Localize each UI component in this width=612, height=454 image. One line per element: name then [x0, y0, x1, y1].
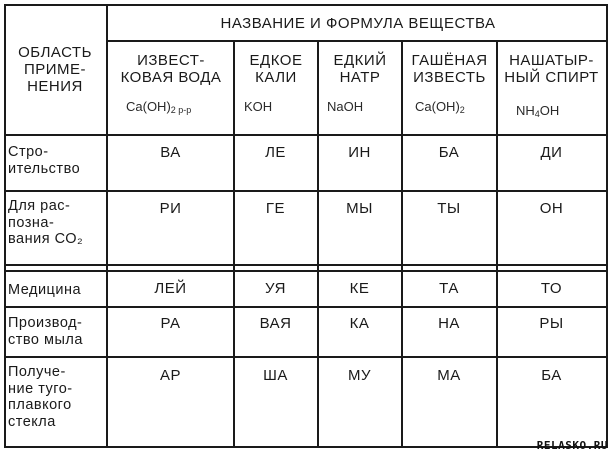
row-label-co2-detection: [8, 198, 108, 248]
table-cell: ДИ: [540, 144, 563, 161]
table-cell: БА: [541, 367, 562, 384]
table-cell: КЕ: [349, 280, 370, 297]
formula-sub: 4: [534, 109, 540, 119]
formula-sub: 2 р-р: [170, 105, 192, 115]
row-label-medicine: [8, 282, 108, 299]
formula-main: Ca(OH): [126, 99, 171, 114]
main-title: НАЗВАНИЕ И ФОРМУЛА ВЕЩЕСТВА: [220, 15, 496, 32]
col-divider-4: [496, 40, 498, 448]
row-label-line: ние туго-: [8, 380, 73, 397]
column-name-line: НЫЙ СПИРТ: [504, 69, 599, 86]
table-cell: РИ: [159, 200, 182, 217]
column-name-line: ЕДКОЕ: [249, 52, 303, 69]
column-name-line: ЕДКИЙ: [333, 52, 387, 69]
row-divider-2a: [4, 264, 608, 266]
row-label-line: вания СО₂: [8, 231, 84, 247]
formula-main: NH: [516, 103, 535, 118]
frame-top: [4, 4, 608, 6]
col-divider-1: [233, 40, 235, 448]
table-cell: МУ: [347, 367, 372, 384]
table-cell: ТА: [439, 280, 459, 297]
table-cell: МА: [437, 367, 461, 384]
table-cell: ТЫ: [437, 200, 461, 217]
formula-main: KOH: [244, 99, 273, 114]
row-label-line: позна-: [8, 214, 55, 231]
header-divider: [107, 40, 608, 42]
formula-ammonia: [516, 103, 559, 119]
table-cell: ВАЯ: [259, 315, 292, 332]
column-header-caustic-soda: [319, 52, 401, 86]
column-name-line: ИЗВЕСТ-: [137, 52, 205, 69]
row-label-line: плавкого: [8, 397, 72, 413]
col-divider-2: [317, 40, 319, 448]
row-label-line: Для рас-: [8, 198, 71, 214]
formula-slaked-lime: [415, 99, 465, 115]
formula-lime-water: [126, 99, 191, 115]
row-label-refractory-glass: [8, 364, 108, 430]
table-cell: АР: [159, 367, 181, 384]
table-cell: УЯ: [264, 280, 287, 297]
row-label-soap-production: [8, 315, 108, 348]
formula-main: NaOH: [327, 99, 364, 114]
row-label-line: Медицина: [8, 282, 82, 298]
row-label-line: Стро-: [8, 144, 49, 160]
column-name-line: НАТР: [339, 69, 381, 86]
table-cell: ИН: [348, 144, 371, 161]
row-divider-2b: [4, 270, 608, 272]
watermark: RELASKO.RU: [536, 439, 608, 452]
row-divider-3: [4, 306, 608, 308]
column-name-line: ГАШЁНАЯ: [411, 52, 488, 69]
table-cell: ВА: [160, 144, 181, 161]
formula-tail: OH: [539, 103, 560, 118]
column-name-line: ИЗВЕСТЬ: [413, 69, 486, 86]
row-label-line: ство мыла: [8, 331, 83, 348]
area-header-line: НЕНИЯ: [27, 78, 83, 95]
column-name-line: КОВАЯ ВОДА: [120, 69, 222, 86]
table-cell: ТО: [540, 280, 563, 297]
column-header-caustic-potash: [235, 52, 317, 86]
formula-sub: 2: [459, 105, 465, 115]
area-header: [5, 44, 105, 95]
table-cell: ГЕ: [265, 200, 286, 217]
row-divider-1: [4, 190, 608, 192]
table-cell: ЛЕЙ: [154, 280, 187, 297]
col-divider-3: [401, 40, 403, 448]
column-header-ammonia: [497, 52, 606, 86]
column-name-line: НАШАТЫР-: [509, 52, 594, 69]
table-cell: КА: [349, 315, 370, 332]
table-cell: ЛЕ: [265, 144, 286, 161]
row-label-line: ительство: [8, 160, 81, 177]
formula-main: Ca(OH): [415, 99, 460, 114]
table-cell: ОН: [539, 200, 564, 217]
row-label-line: стекла: [8, 413, 56, 430]
area-header-line: ПРИМЕ-: [23, 61, 87, 78]
column-header-slaked-lime: [403, 52, 496, 86]
table-cell: МЫ: [346, 200, 373, 217]
header-bottom: [4, 134, 608, 136]
row-label-line: Производ-: [8, 315, 83, 331]
formula-caustic-potash: [244, 99, 272, 114]
table-cell: ША: [263, 367, 288, 384]
row-divider-4: [4, 356, 608, 358]
table-cell: РА: [160, 315, 181, 332]
row-label-line: Получе-: [8, 364, 66, 380]
table-cell: НА: [438, 315, 460, 332]
column-name-line: КАЛИ: [255, 69, 297, 86]
area-header-line: ОБЛАСТЬ: [18, 44, 92, 61]
formula-caustic-soda: [327, 99, 363, 114]
frame-right: [606, 4, 608, 448]
column-header-lime-water: [109, 52, 233, 86]
table-cell: БА: [438, 144, 460, 161]
table-cell: РЫ: [539, 315, 564, 332]
frame-bottom: [4, 446, 608, 448]
row-label-construction: [8, 144, 108, 177]
